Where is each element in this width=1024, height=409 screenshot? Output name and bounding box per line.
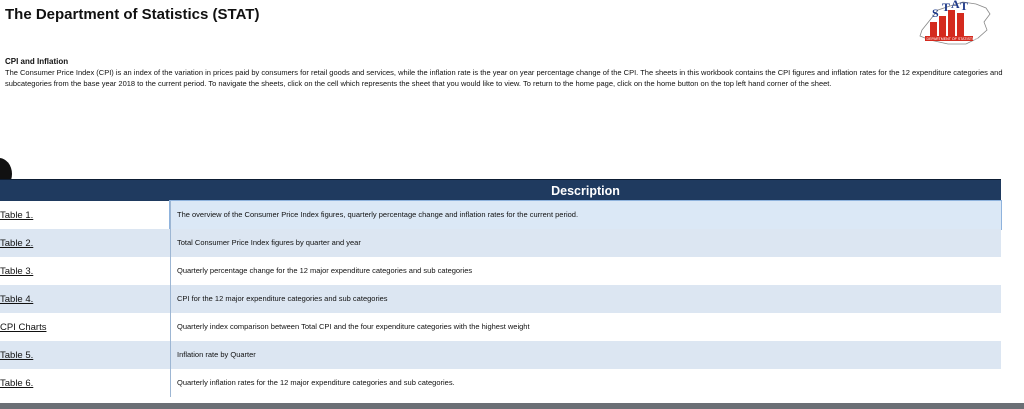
stat-logo: [908, 0, 992, 48]
table-row: [0, 341, 1001, 369]
table-row: [0, 229, 1001, 257]
row-description: Quarterly index comparison between Total CPI and the four expenditure categories with the highest weight: [170, 313, 1001, 341]
row-description: CPI for the 12 major expenditure categories and sub categories: [170, 285, 1001, 313]
table-row: [0, 285, 1001, 313]
table-1-link[interactable]: Table 1.: [0, 201, 168, 229]
page-title: The Department of Statistics (STAT): [5, 6, 260, 23]
window-bottom-bar: [0, 403, 1024, 409]
row-description: Quarterly inflation rates for the 12 major expenditure categories and sub categories.: [170, 369, 1001, 397]
contents-table: [0, 179, 1001, 397]
description-column-header: Description: [551, 184, 620, 198]
svg-text:T: T: [942, 0, 951, 14]
table-header: [0, 179, 1001, 201]
row-description: Quarterly percentage change for the 12 major expenditure categories and sub categories: [170, 257, 1001, 285]
table-6-link[interactable]: Table 6.: [0, 369, 168, 397]
svg-text:A: A: [951, 0, 960, 11]
row-description: Total Consumer Price Index figures by quarter and year: [170, 229, 1001, 257]
table-2-link[interactable]: Table 2.: [0, 229, 168, 257]
table-row: [0, 257, 1001, 285]
row-description: The overview of the Consumer Price Index figures, quarterly percentage change and inflation rates for the current period.: [170, 201, 1001, 229]
row-description: Inflation rate by Quarter: [170, 341, 1001, 369]
section-heading: CPI and Inflation: [5, 57, 69, 66]
table-5-link[interactable]: Table 5.: [0, 341, 168, 369]
table-row: [0, 369, 1001, 397]
intro-paragraph: The Consumer Price Index (CPI) is an index of the variation in prices paid by consumers for retail goods and services, while the inflation rate is the year on year percentage change of the CPI. The sheets in this workbook contains the CPI figures and inflation rates for the 12 expenditure categories and subcategories from the base year 2018 to the current period. To navigate the sheets, click on the cell which represents the sheet that you would like to view. To return to the home page, click on the home button on the top left hand corner of the sheet.: [5, 68, 1003, 88]
table-3-link[interactable]: Table 3.: [0, 257, 168, 285]
table-row: [0, 313, 1001, 341]
table-row: [0, 201, 1001, 229]
svg-text:DEPARTMENT OF STATISTICS: DEPARTMENT OF STATISTICS: [926, 37, 979, 41]
svg-text:T: T: [960, 0, 969, 13]
table-4-link[interactable]: Table 4.: [0, 285, 168, 313]
svg-text:S: S: [932, 6, 939, 20]
cpi-charts-link[interactable]: CPI Charts: [0, 313, 168, 341]
